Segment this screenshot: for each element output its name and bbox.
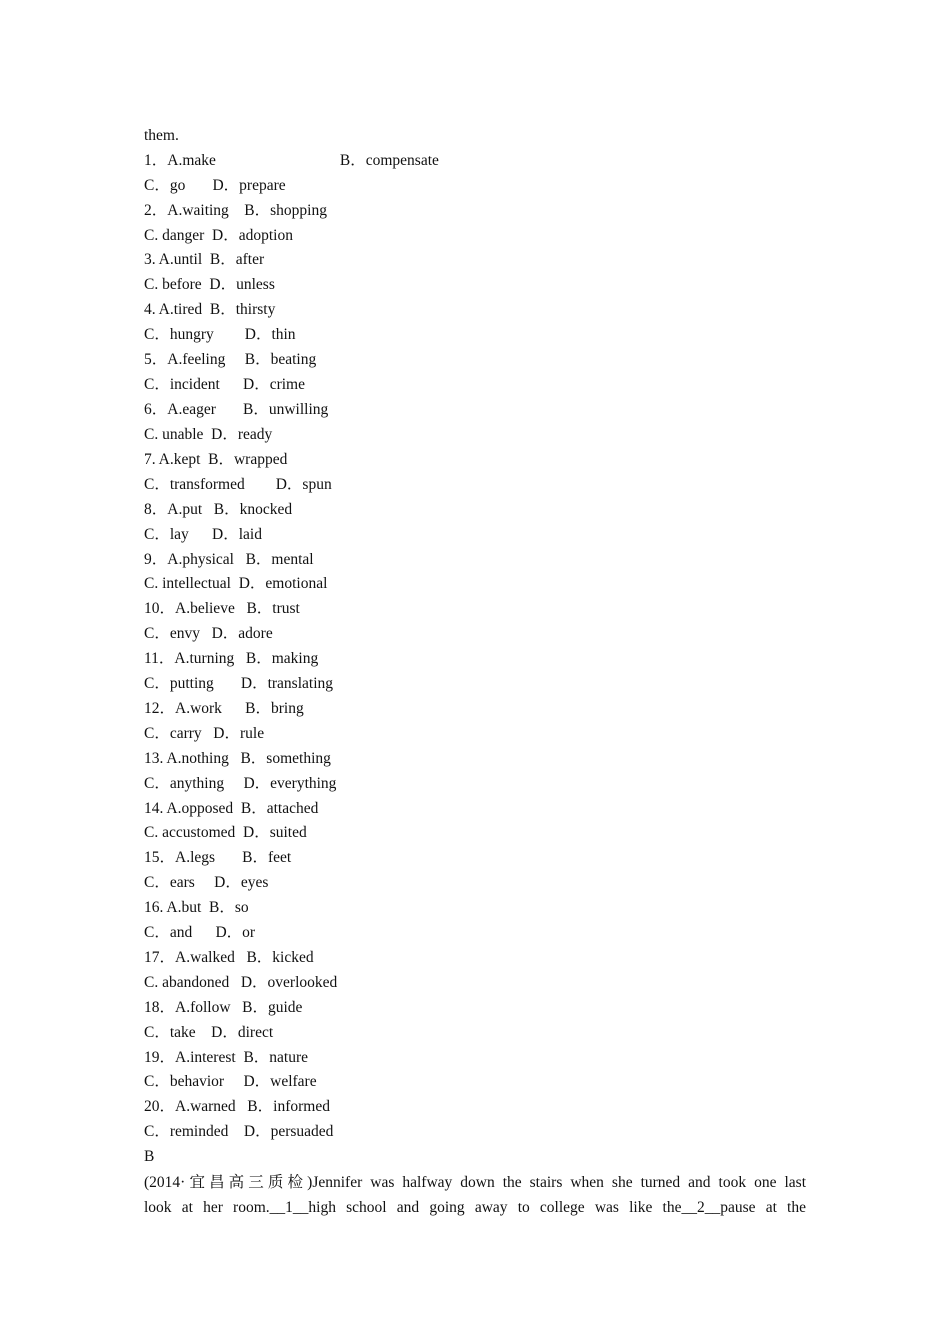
question-12-options-ab: 12．A.work B．bring [144, 700, 304, 717]
question-15-options-cd: C．ears D．eyes [144, 874, 269, 891]
question-1-options-ab: 1．A.make B．compensate [144, 152, 439, 169]
question-6-options-cd: C. unable D．ready [144, 426, 273, 443]
question-2-options-ab: 2．A.waiting B．shopping [144, 202, 327, 219]
question-11-options-ab: 11．A.turning B．making [144, 650, 319, 667]
question-16-options-cd: C．and D．or [144, 924, 256, 941]
question-14-options-cd: C. accustomed D．suited [144, 824, 307, 841]
question-9-options-cd: C. intellectual D．emotional [144, 575, 328, 592]
question-6-options-ab: 6．A.eager B．unwilling [144, 401, 329, 418]
question-2-options-cd: C. danger D．adoption [144, 227, 293, 244]
question-20-options-ab: 20．A.warned B．informed [144, 1098, 330, 1115]
question-18-options-cd: C．take D．direct [144, 1024, 274, 1041]
question-13-options-ab: 13. A.nothing B．something [144, 750, 331, 767]
question-13-options-cd: C．anything D．everything [144, 775, 337, 792]
question-7-options-cd: C．transformed D．spun [144, 476, 332, 493]
question-1-options-cd: C．go D．prepare [144, 177, 286, 194]
question-15-options-ab: 15．A.legs B．feet [144, 849, 292, 866]
question-7-options-ab: 7. A.kept B．wrapped [144, 451, 288, 468]
question-3-options-cd: C. before D．unless [144, 276, 275, 293]
question-14-options-ab: 14. A.opposed B．attached [144, 800, 319, 817]
question-19-options-ab: 19．A.interest B．nature [144, 1049, 309, 1066]
question-12-options-cd: C．carry D．rule [144, 725, 265, 742]
text-line: them. [144, 127, 179, 144]
question-3-options-ab: 3. A.until B．after [144, 251, 265, 268]
question-9-options-ab: 9．A.physical B．mental [144, 551, 314, 568]
question-8-options-ab: 8．A.put B．knocked [144, 501, 293, 518]
question-5-options-ab: 5．A.feeling B．beating [144, 351, 317, 368]
section-label: B [144, 1148, 155, 1165]
question-20-options-cd: C．reminded D．persuaded [144, 1123, 334, 1140]
passage-line-2: look at her room.__1__high school and going away to college was like the__2__pause at the [144, 1199, 806, 1216]
question-5-options-cd: C．incident D．crime [144, 376, 305, 393]
question-16-options-ab: 16. A.but B．so [144, 899, 249, 916]
question-11-options-cd: C．putting D．translating [144, 675, 334, 692]
question-10-options-ab: 10．A.believe B．trust [144, 600, 300, 617]
question-4-options-cd: C．hungry D．thin [144, 326, 296, 343]
question-19-options-cd: C．behavior D．welfare [144, 1073, 317, 1090]
question-8-options-cd: C．lay D．laid [144, 526, 262, 543]
question-18-options-ab: 18．A.follow B．guide [144, 999, 303, 1016]
passage-line-1: (2014·宜昌高三质检)Jennifer was halfway down the stairs when she turned and took one last [144, 1174, 806, 1191]
question-10-options-cd: C．envy D．adore [144, 625, 273, 642]
question-17-options-cd: C. abandoned D．overlooked [144, 974, 338, 991]
question-17-options-ab: 17．A.walked B．kicked [144, 949, 314, 966]
question-4-options-ab: 4. A.tired B．thirsty [144, 301, 276, 318]
